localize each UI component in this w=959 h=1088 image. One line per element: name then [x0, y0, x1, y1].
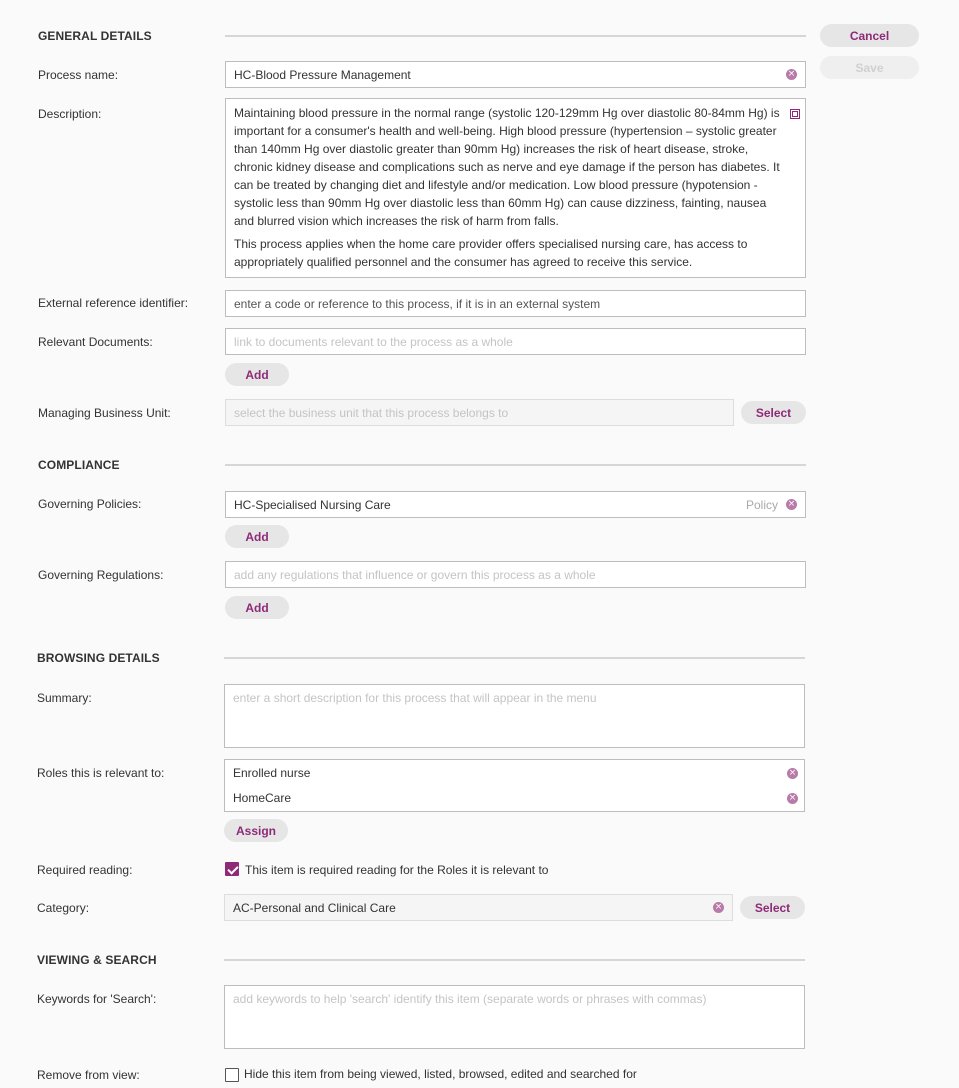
- required-reading-text: This item is required reading for the Roles it is relevant to: [245, 863, 549, 877]
- ext-ref-label: External reference identifier:: [38, 296, 189, 310]
- select-unit-button[interactable]: Select: [741, 401, 806, 424]
- clear-icon[interactable]: ×: [788, 792, 797, 803]
- regulations-label: Governing Regulations:: [38, 568, 164, 582]
- regulations-placeholder: add any regulations that influence or govern this process as a whole: [234, 567, 596, 582]
- hide-item-text: Hide this item from being viewed, listed, browsed, edited and searched for: [244, 1067, 637, 1081]
- category-label: Category:: [37, 901, 90, 915]
- keywords-label: Keywords for 'Search':: [37, 992, 157, 1006]
- ext-ref-input[interactable]: [225, 290, 806, 317]
- required-reading-checkbox[interactable]: [225, 862, 239, 876]
- clear-icon[interactable]: ×: [788, 767, 797, 778]
- cancel-button[interactable]: Cancel: [820, 24, 919, 47]
- unit-input[interactable]: [225, 399, 734, 426]
- process-name-input[interactable]: [225, 61, 806, 88]
- remove-from-view-label: Remove from view:: [37, 1068, 140, 1082]
- expand-icon[interactable]: [790, 109, 800, 119]
- description-paragraph: Maintaining blood pressure in the normal range (systolic 120-129mm Hg over diastolic 80-84mm Hg) is important for a consumer's health and well-being. High blood pressure (hypertension – systolic greater than 140mm Hg over diastolic greater than 90mm Hg) increases the risk of heart disease, stroke, chronic kidney disease and complications such as nerve and eye damage if the person has diabetes. It can be treated by changing diet and lifestyle and/or medication. Low blood pressure (hypotension - systolic less than 90mm Hg over diastolic less than 60mm Hg) can cause dizziness, fainting, nausea and blurred vision which increases the risk of harm from falls.: [234, 106, 780, 228]
- add-regulation-button[interactable]: Add: [225, 596, 289, 619]
- save-button[interactable]: Save: [820, 56, 919, 79]
- docs-input[interactable]: [225, 328, 806, 355]
- process-name-label: Process name:: [38, 68, 119, 82]
- add-policy-button[interactable]: Add: [225, 525, 289, 548]
- section-title-general: GENERAL DETAILS: [38, 29, 152, 43]
- process-name-value: HC-Blood Pressure Management: [234, 67, 411, 82]
- policy-value: HC-Specialised Nursing Care: [234, 497, 391, 512]
- summary-label: Summary:: [37, 691, 92, 705]
- policies-input[interactable]: [225, 491, 806, 518]
- roles-list[interactable]: [224, 759, 805, 812]
- summary-textarea[interactable]: [224, 684, 805, 748]
- section-title-browsing: BROWSING DETAILS: [37, 651, 160, 665]
- policies-label: Governing Policies:: [38, 497, 142, 511]
- role-label: HomeCare: [233, 791, 292, 805]
- clear-icon[interactable]: ×: [787, 499, 796, 509]
- summary-placeholder: enter a short description for this process that will appear in the menu: [233, 691, 597, 705]
- section-divider: [224, 657, 805, 659]
- add-document-button[interactable]: Add: [225, 363, 289, 386]
- description-label: Description:: [38, 107, 102, 121]
- ext-ref-placeholder: enter a code or reference to this process, if it is in an external system: [234, 296, 601, 311]
- unit-placeholder: select the business unit that this process belongs to: [234, 405, 509, 420]
- role-label: Enrolled nurse: [233, 766, 311, 780]
- assign-role-button[interactable]: Assign: [224, 819, 288, 842]
- keywords-placeholder: add keywords to help 'search' identify this item (separate words or phrases with commas): [233, 992, 707, 1006]
- section-title-viewing: VIEWING & SEARCH: [37, 953, 157, 967]
- policy-tag: Policy: [745, 497, 778, 512]
- clear-icon[interactable]: ×: [787, 69, 796, 79]
- description-textarea[interactable]: [225, 98, 806, 278]
- roles-label: Roles this is relevant to:: [37, 766, 165, 780]
- section-divider: [225, 35, 806, 37]
- category-value: AC-Personal and Clinical Care: [233, 900, 396, 915]
- required-reading-label: Required reading:: [37, 863, 133, 877]
- select-category-button[interactable]: Select: [740, 896, 805, 919]
- keywords-textarea[interactable]: [224, 985, 805, 1049]
- docs-label: Relevant Documents:: [38, 335, 153, 349]
- unit-label: Managing Business Unit:: [38, 406, 171, 420]
- docs-placeholder: link to documents relevant to the process as a whole: [234, 334, 513, 349]
- regulations-input[interactable]: [225, 561, 806, 588]
- section-divider: [225, 464, 806, 466]
- clear-icon[interactable]: ×: [714, 902, 723, 912]
- section-divider: [224, 959, 805, 961]
- role-item: [233, 766, 798, 780]
- description-paragraph: This process applies when the home care provider offers specialised nursing care, has access to appropriately qualified personnel and the consumer has agreed to receive this service.: [234, 237, 748, 269]
- section-title-compliance: COMPLIANCE: [38, 458, 120, 472]
- hide-item-checkbox[interactable]: [225, 1068, 239, 1082]
- role-item: [233, 791, 798, 805]
- category-input[interactable]: [224, 894, 733, 921]
